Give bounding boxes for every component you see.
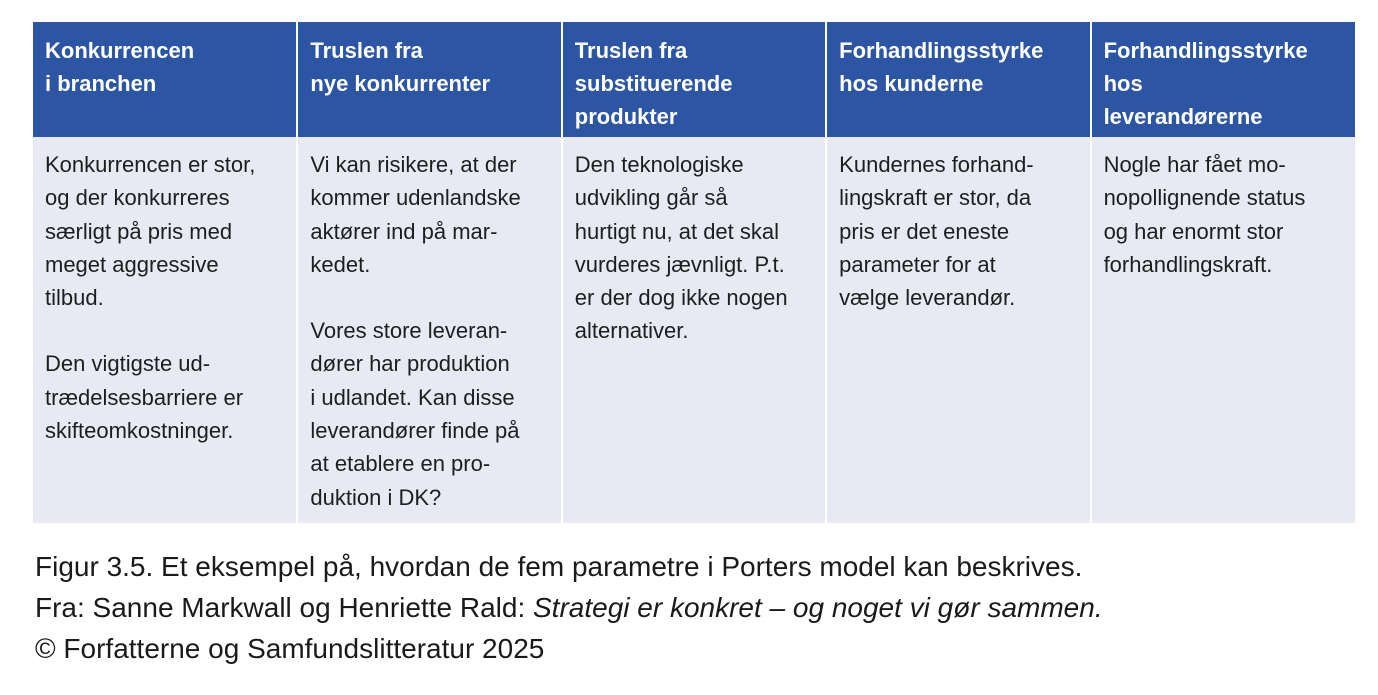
cell-threat-new-entrants (297, 137, 561, 523)
cell-competition-in-industry (33, 137, 297, 523)
header-label: Forhandlingsstyrke hos kunderne (839, 38, 1044, 96)
header-label: Konkurrencen i branchen (45, 38, 195, 96)
header-buyer-power (826, 22, 1090, 137)
table-row (33, 137, 1355, 523)
figure-caption-source (35, 587, 1365, 628)
header-threat-new-entrants (297, 22, 561, 137)
table-header-row (33, 22, 1355, 137)
porter-five-forces-table (33, 22, 1355, 523)
cell-paragraph: Den vigtigste ud- trædelsesbarriere er skifteomkostninger. (45, 351, 244, 444)
figure-caption-title: Figur 3.5. Et eksempel på, hvordan de fem parametre i Porters model kan beskrives. (35, 551, 1083, 582)
source-prefix: Fra: Sanne Markwall og Henriette Rald: (35, 592, 533, 623)
cell-paragraph: Den teknologiske udvikling går så hurtigt nu, at det skal vurderes jævnligt. P.t. er der dog ikke nogen alternativer. (574, 152, 788, 344)
cell-supplier-power (1091, 137, 1355, 523)
header-supplier-power (1091, 22, 1355, 137)
figure-caption-copyright: © Forfatterne og Samfundslitteratur 2025 (35, 633, 545, 664)
cell-paragraph: Vi kan risikere, at der kommer udenlandske aktører ind på mar- kedet. (310, 152, 521, 277)
cell-threat-substitutes (562, 137, 826, 523)
header-label: Truslen fra nye konkurrenter (310, 38, 491, 96)
cell-paragraph: Vores store leveran- dører har produktion i udlandet. Kan disse leverandører finde på at etablere en pro- duktion i DK? (310, 318, 520, 510)
header-threat-substitutes (562, 22, 826, 137)
header-competition-in-industry (33, 22, 297, 137)
cell-paragraph: Kundernes forhand- lingskraft er stor, da pris er det eneste parameter for at vælge leverandør. (839, 152, 1034, 311)
source-book-title: Strategi er konkret – og noget vi gør sammen. (533, 592, 1103, 623)
figure-caption (35, 546, 1365, 669)
cell-paragraph: Nogle har fået mo- nopollignende status og har enormt stor forhandlingskraft. (1103, 152, 1306, 277)
header-label: Truslen fra substituerende produkter (574, 38, 733, 129)
cell-paragraph: Konkurrencen er stor, og der konkurreres særligt på pris med meget aggressive tilbud. (45, 152, 256, 311)
cell-buyer-power (826, 137, 1090, 523)
header-label: Forhandlingsstyrke hos leverandørerne (1103, 38, 1308, 129)
